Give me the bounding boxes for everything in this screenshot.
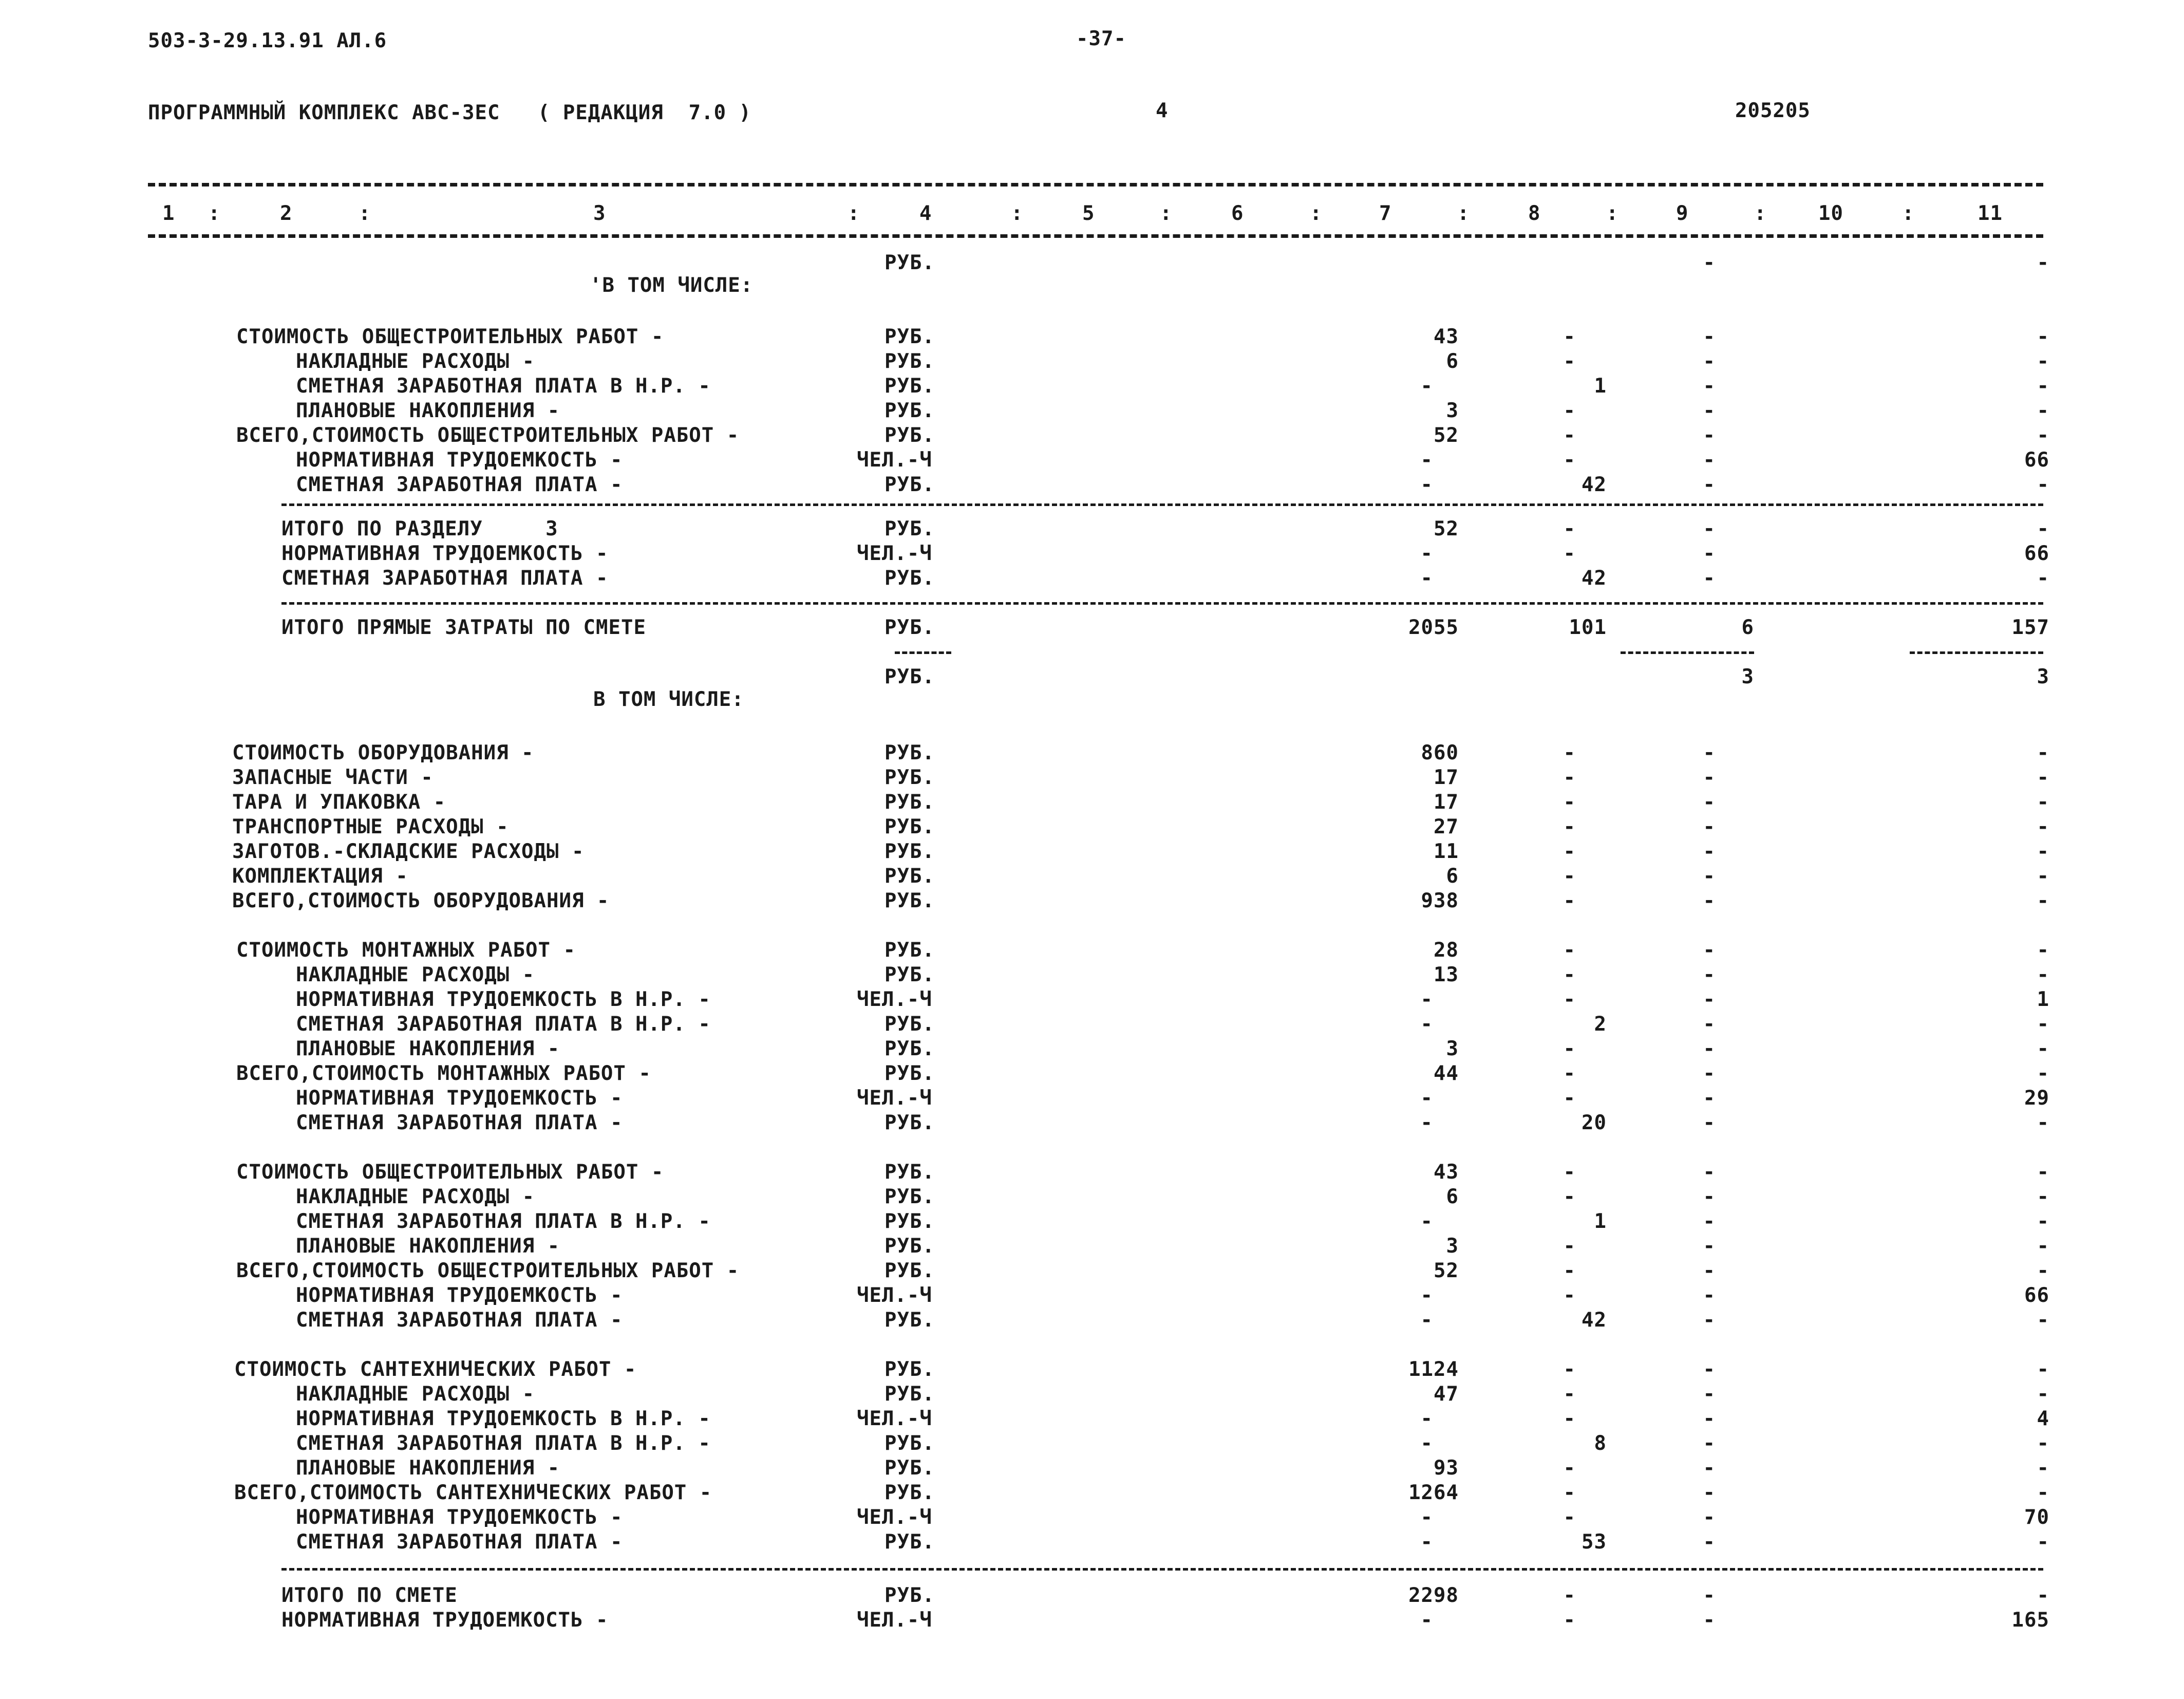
cell-c11: 1 [2037,988,2049,1011]
cell-c9: - [1703,865,1716,888]
row-label: СТОИМОСТЬ ОБОРУДОВАНИЯ - [232,741,534,764]
program-title: ПРОГРАММНЫЙ КОМПЛЕКС АВС-3ЕС ( РЕДАКЦИЯ 7.0 ) [148,101,752,124]
cell-c9: - [1703,375,1716,398]
cell-c9: - [1703,1358,1716,1381]
cell-c9: - [1703,1506,1716,1529]
cell-c11: - [2037,865,2049,888]
cell-c8: - [1563,399,1576,422]
cell-c11: - [2037,1358,2049,1381]
cell-c7: 43 [1434,1161,1459,1184]
cell-c8: - [1563,815,1576,838]
cell-c9: - [1703,1013,1716,1036]
row-unit: РУБ. [884,1013,935,1036]
cell-c11: - [2037,1481,2049,1504]
cell-c11: - [2037,1111,2049,1134]
row-unit: ЧЕЛ.-Ч [857,1609,932,1632]
row-label: НАКЛАДНЫЕ РАСХОДЫ - [296,1383,535,1406]
cell-c11: - [2037,1432,2049,1455]
cell-c11: - [2037,1062,2049,1085]
cell-c7: - [1420,1111,1433,1134]
cell-c11: - [2037,963,2049,986]
cell-c7: 1124 [1408,1358,1459,1381]
cell-c7: - [1420,1210,1433,1233]
cell-c7: - [1420,1407,1433,1430]
cell-c8: 101 [1569,616,1607,639]
row-unit: РУБ. [884,517,935,540]
cell-c11: - [2037,1210,2049,1233]
cell-c8: - [1563,1284,1576,1307]
cell-c9: - [1703,840,1716,863]
cell-c7: 47 [1434,1383,1459,1406]
row-label: СМЕТНАЯ ЗАРАБОТНАЯ ПЛАТА - [281,567,609,590]
cell-c8: 42 [1581,473,1607,496]
cell-c7: 93 [1434,1457,1459,1480]
row-unit: ЧЕЛ.-Ч [857,1087,932,1110]
cell-c8: 20 [1581,1111,1607,1134]
row-unit: РУБ. [884,325,935,348]
cell-c8: - [1563,1481,1576,1504]
cell-c7: 28 [1434,939,1459,962]
row-label: ТАРА И УПАКОВКА - [232,791,446,814]
cell-c9: - [1703,1481,1716,1504]
cell-c8: 8 [1594,1432,1607,1455]
cell-c9: - [1703,1457,1716,1480]
row-label: ПЛАНОВЫЕ НАКОПЛЕНИЯ - [296,399,560,422]
row-label: СМЕТНАЯ ЗАРАБОТНАЯ ПЛАТА В Н.Р. - [296,1013,711,1036]
cell-c7: - [1420,1432,1433,1455]
cell-c7: - [1420,1284,1433,1307]
row-unit: РУБ. [884,766,935,789]
cell-c8: 42 [1581,567,1607,590]
cell-c8: - [1563,1037,1576,1060]
row-unit: РУБ. [884,1259,935,1282]
row-label: ЗАГОТОВ.-СКЛАДСКИЕ РАСХОДЫ - [232,840,585,863]
cell-c7: 17 [1434,766,1459,789]
cell-c9: - [1703,473,1716,496]
cell-c9: - [1703,939,1716,962]
cell-c8: - [1563,1584,1576,1607]
row-label: НАКЛАДНЫЕ РАСХОДЫ - [296,1185,535,1208]
cell-c11: - [2037,375,2049,398]
section-rule [281,602,2043,605]
cell-c11: - [2037,1037,2049,1060]
cell-c11: - [2037,517,2049,540]
row-unit: РУБ. [884,1457,935,1480]
row-unit: РУБ. [884,840,935,863]
cell-c8: - [1563,449,1576,472]
row-unit: РУБ. [884,1358,935,1381]
cell-c9: - [1703,449,1716,472]
col-7: 7 [1379,202,1392,225]
row-label: ИТОГО ПО РАЗДЕЛУ 3 [281,517,558,540]
row-unit: ЧЕЛ.-Ч [857,1284,932,1307]
cell-c9: - [1703,1432,1716,1455]
cell-c9: - [1703,1087,1716,1110]
col-8: 8 [1528,202,1541,225]
cell-c11: 4 [2037,1407,2049,1430]
row-unit: РУБ. [884,251,935,274]
cell-c7: 6 [1446,1185,1459,1208]
cell-c8: - [1563,1358,1576,1381]
section-caption: 'В ТОМ ЧИСЛЕ: [590,274,754,297]
cell-c8: - [1563,1235,1576,1258]
row-label: НАКЛАДНЫЕ РАСХОДЫ - [296,963,535,986]
cell-c9: - [1703,815,1716,838]
document-code: 503-3-29.13.91 АЛ.6 [148,29,387,52]
cell-c9: - [1703,350,1716,373]
cell-c8: - [1563,1185,1576,1208]
row-unit: РУБ. [884,616,935,639]
cell-c7: 52 [1434,517,1459,540]
cell-c7: 13 [1434,963,1459,986]
cell-c7: 2055 [1408,616,1459,639]
row-unit: РУБ. [884,1309,935,1332]
cell-c7: 17 [1434,791,1459,814]
cell-c11: - [2037,791,2049,814]
cell-c9: - [1703,251,1716,274]
row-label: СМЕТНАЯ ЗАРАБОТНАЯ ПЛАТА В Н.Р. - [296,1210,711,1233]
cell-c9: 3 [1741,665,1754,688]
cell-c9: - [1703,1309,1716,1332]
cell-c8: - [1563,424,1576,447]
cell-c11: - [2037,567,2049,590]
cell-c9: - [1703,517,1716,540]
row-unit: ЧЕЛ.-Ч [857,449,932,472]
cell-c9: - [1703,1235,1716,1258]
cell-c11: - [2037,1185,2049,1208]
row-label: НОРМАТИВНАЯ ТРУДОЕМКОСТЬ В Н.Р. - [296,1407,711,1430]
row-unit: РУБ. [884,1111,935,1134]
cell-c8: - [1563,1457,1576,1480]
cell-c11: - [2037,1013,2049,1036]
cell-c7: 6 [1446,350,1459,373]
row-unit: РУБ. [884,1062,935,1085]
row-unit: РУБ. [884,424,935,447]
header-rule-top [148,183,2043,186]
row-label: ИТОГО ПРЯМЫЕ ЗАТРАТЫ ПО СМЕТЕ [281,616,646,639]
row-label: КОМПЛЕКТАЦИЯ - [232,865,408,888]
cell-c8: - [1563,741,1576,764]
row-label: ЗАПАСНЫЕ ЧАСТИ - [232,766,434,789]
col-3: 3 [593,202,606,225]
cell-c9: - [1703,542,1716,565]
row-label: СМЕТНАЯ ЗАРАБОТНАЯ ПЛАТА - [296,1111,623,1134]
row-label: ИТОГО ПО СМЕТЕ [281,1584,458,1607]
row-label: НОРМАТИВНАЯ ТРУДОЕМКОСТЬ - [281,542,609,565]
cell-c9: - [1703,791,1716,814]
cell-c8: - [1563,542,1576,565]
cell-c8: - [1563,840,1576,863]
row-label: НОРМАТИВНАЯ ТРУДОЕМКОСТЬ - [296,1506,623,1529]
cell-c11: - [2037,1383,2049,1406]
row-label: СТОИМОСТЬ ОБЩЕСТРОИТЕЛЬНЫХ РАБОТ - [236,325,664,348]
cell-c8: - [1563,1259,1576,1282]
cell-c7: 3 [1446,399,1459,422]
cell-c11: 70 [2024,1506,2049,1529]
cell-c7: 43 [1434,325,1459,348]
row-label: ВСЕГО,СТОИМОСТЬ МОНТАЖНЫХ РАБОТ - [236,1062,651,1085]
cell-c11: - [2037,741,2049,764]
cell-c8: - [1563,1383,1576,1406]
cell-c8: - [1563,1506,1576,1529]
cell-c11: - [2037,766,2049,789]
row-unit: РУБ. [884,815,935,838]
col-1: 1 [162,202,175,225]
cell-c8: - [1563,766,1576,789]
section-rule [281,1568,2043,1571]
cell-c8: - [1563,1062,1576,1085]
cell-c7: 52 [1434,1259,1459,1282]
cell-c11: 165 [2011,1609,2049,1632]
row-label: ВСЕГО,СТОИМОСТЬ САНТЕХНИЧЕСКИХ РАБОТ - [234,1481,712,1504]
cell-c8: - [1563,889,1576,912]
cell-c8: - [1563,1161,1576,1184]
cell-c9: - [1703,963,1716,986]
header-rule-bottom [148,234,2043,238]
cell-c11: - [2037,473,2049,496]
col-2: 2 [280,202,293,225]
cell-c11: - [2037,815,2049,838]
row-label: СТОИМОСТЬ МОНТАЖНЫХ РАБОТ - [236,939,576,962]
cell-c9: - [1703,1530,1716,1554]
total-underline [1621,651,1754,654]
cell-c9: - [1703,399,1716,422]
cell-c9: - [1703,1584,1716,1607]
row-unit: РУБ. [884,1161,935,1184]
cell-c7: - [1420,1530,1433,1554]
cell-c11: - [2037,1161,2049,1184]
cell-c11: - [2037,251,2049,274]
cell-c9: - [1703,1161,1716,1184]
cell-c9: - [1703,1609,1716,1632]
row-unit: РУБ. [884,1383,935,1406]
row-unit: РУБ. [884,1432,935,1455]
cell-c9: - [1703,1383,1716,1406]
cell-c9: - [1703,1185,1716,1208]
col-9: 9 [1676,202,1689,225]
row-label: НАКЛАДНЫЕ РАСХОДЫ - [296,350,535,373]
col-6: 6 [1231,202,1244,225]
cell-c7: - [1420,542,1433,565]
cell-c7: 6 [1446,865,1459,888]
cell-c9: - [1703,1284,1716,1307]
cell-c8: 53 [1581,1530,1607,1554]
cell-c11: - [2037,1309,2049,1332]
row-label: НОРМАТИВНАЯ ТРУДОЕМКОСТЬ - [281,1609,609,1632]
cell-c9: - [1703,988,1716,1011]
total-underline [1910,651,2043,654]
cell-c7: - [1420,375,1433,398]
row-unit: РУБ. [884,939,935,962]
page-number: -37- [1076,27,1126,50]
row-unit: РУБ. [884,741,935,764]
cell-c8: - [1563,517,1576,540]
row-label: СМЕТНАЯ ЗАРАБОТНАЯ ПЛАТА - [296,1309,623,1332]
cell-c11: - [2037,350,2049,373]
cell-c7: 1264 [1408,1481,1459,1504]
row-label: СТОИМОСТЬ ОБЩЕСТРОИТЕЛЬНЫХ РАБОТ - [236,1161,664,1184]
row-unit: РУБ. [884,1235,935,1258]
row-unit: ЧЕЛ.-Ч [857,988,932,1011]
cell-c7: - [1420,1609,1433,1632]
row-unit: РУБ. [884,865,935,888]
cell-c9: - [1703,325,1716,348]
cell-c11: - [2037,424,2049,447]
cell-c7: 44 [1434,1062,1459,1085]
row-label: ВСЕГО,СТОИМОСТЬ ОБЩЕСТРОИТЕЛЬНЫХ РАБОТ - [236,424,740,447]
section-rule [281,503,2043,506]
cell-c7: - [1420,1087,1433,1110]
cell-c11: - [2037,399,2049,422]
col-10: 10 [1818,202,1843,225]
cell-c8: - [1563,963,1576,986]
row-unit: РУБ. [884,473,935,496]
row-unit: РУБ. [884,375,935,398]
col-4: 4 [919,202,932,225]
cell-c11: - [2037,1235,2049,1258]
cell-c11: 66 [2024,449,2049,472]
sheet-number: 4 [1156,99,1169,122]
section-caption: В ТОМ ЧИСЛЕ: [593,688,744,711]
unit-underline [895,651,951,654]
cell-c9: - [1703,1407,1716,1430]
cell-c8: - [1563,791,1576,814]
row-label: СМЕТНАЯ ЗАРАБОТНАЯ ПЛАТА - [296,1530,623,1554]
cell-c9: - [1703,1259,1716,1282]
cell-c7: 27 [1434,815,1459,838]
cell-c9: - [1703,889,1716,912]
row-unit: РУБ. [884,350,935,373]
row-unit: РУБ. [884,889,935,912]
cell-c11: 66 [2024,542,2049,565]
cell-c7: - [1420,567,1433,590]
row-label: СМЕТНАЯ ЗАРАБОТНАЯ ПЛАТА В Н.Р. - [296,1432,711,1455]
cell-c9: - [1703,1037,1716,1060]
cell-c7: - [1420,473,1433,496]
row-unit: РУБ. [884,791,935,814]
cell-c7: 860 [1421,741,1459,764]
cell-c8: - [1563,939,1576,962]
row-label: НОРМАТИВНАЯ ТРУДОЕМКОСТЬ - [296,1284,623,1307]
cell-c7: - [1420,988,1433,1011]
col-11: 11 [1978,202,2003,225]
cell-c9: - [1703,424,1716,447]
cell-c8: - [1563,1087,1576,1110]
row-label: НОРМАТИВНАЯ ТРУДОЕМКОСТЬ - [296,1087,623,1110]
row-label: ПЛАНОВЫЕ НАКОПЛЕНИЯ - [296,1037,560,1060]
row-unit: РУБ. [884,1185,935,1208]
row-label: ПЛАНОВЫЕ НАКОПЛЕНИЯ - [296,1235,560,1258]
row-label: ТРАНСПОРТНЫЕ РАСХОДЫ - [232,815,509,838]
cell-c8: 1 [1594,1210,1607,1233]
cell-c7: 938 [1421,889,1459,912]
cell-c9: - [1703,1210,1716,1233]
document-number: 205205 [1735,99,1811,122]
row-label: ВСЕГО,СТОИМОСТЬ ОБОРУДОВАНИЯ - [232,889,610,912]
cell-c8: - [1563,325,1576,348]
cell-c11: - [2037,1259,2049,1282]
row-unit: РУБ. [884,1037,935,1060]
row-label: СМЕТНАЯ ЗАРАБОТНАЯ ПЛАТА В Н.Р. - [296,375,711,398]
row-unit: ЧЕЛ.-Ч [857,542,932,565]
cell-c8: - [1563,865,1576,888]
cell-c11: - [2037,889,2049,912]
cell-c8: 1 [1594,375,1607,398]
cell-c7: 11 [1434,840,1459,863]
row-unit: РУБ. [884,1530,935,1554]
cell-c8: 42 [1581,1309,1607,1332]
cell-c11: 29 [2024,1087,2049,1110]
cell-c11: - [2037,939,2049,962]
cell-c9: - [1703,766,1716,789]
cell-c9: 6 [1741,616,1754,639]
cell-c7: - [1420,1506,1433,1529]
row-unit: РУБ. [884,1481,935,1504]
row-label: ПЛАНОВЫЕ НАКОПЛЕНИЯ - [296,1457,560,1480]
cell-c8: - [1563,988,1576,1011]
row-unit: РУБ. [884,665,935,688]
row-label: НОРМАТИВНАЯ ТРУДОЕМКОСТЬ В Н.Р. - [296,988,711,1011]
row-label: СТОИМОСТЬ САНТЕХНИЧЕСКИХ РАБОТ - [234,1358,637,1381]
cell-c7: - [1420,1309,1433,1332]
cell-c7: 2298 [1408,1584,1459,1607]
cell-c11: - [2037,1530,2049,1554]
row-unit: ЧЕЛ.-Ч [857,1506,932,1529]
row-unit: РУБ. [884,963,935,986]
cell-c8: - [1563,350,1576,373]
col-5: 5 [1082,202,1095,225]
cell-c8: - [1563,1609,1576,1632]
row-unit: РУБ. [884,1210,935,1233]
cell-c11: - [2037,1584,2049,1607]
cell-c11: 66 [2024,1284,2049,1307]
cell-c11: 3 [2037,665,2049,688]
row-unit: РУБ. [884,567,935,590]
cell-c11: - [2037,325,2049,348]
cell-c11: - [2037,1457,2049,1480]
row-unit: РУБ. [884,1584,935,1607]
cell-c7: 52 [1434,424,1459,447]
cell-c11: 157 [2011,616,2049,639]
row-label: СМЕТНАЯ ЗАРАБОТНАЯ ПЛАТА - [296,473,623,496]
cell-c7: 3 [1446,1037,1459,1060]
cell-c9: - [1703,567,1716,590]
cell-c9: - [1703,1062,1716,1085]
cell-c7: 3 [1446,1235,1459,1258]
cell-c8: 2 [1594,1013,1607,1036]
cell-c7: - [1420,449,1433,472]
row-unit: РУБ. [884,399,935,422]
row-label: ВСЕГО,СТОИМОСТЬ ОБЩЕСТРОИТЕЛЬНЫХ РАБОТ - [236,1259,740,1282]
cell-c9: - [1703,741,1716,764]
cell-c9: - [1703,1111,1716,1134]
cell-c8: - [1563,1407,1576,1430]
cell-c7: - [1420,1013,1433,1036]
cell-c11: - [2037,840,2049,863]
row-unit: ЧЕЛ.-Ч [857,1407,932,1430]
row-label: НОРМАТИВНАЯ ТРУДОЕМКОСТЬ - [296,449,623,472]
